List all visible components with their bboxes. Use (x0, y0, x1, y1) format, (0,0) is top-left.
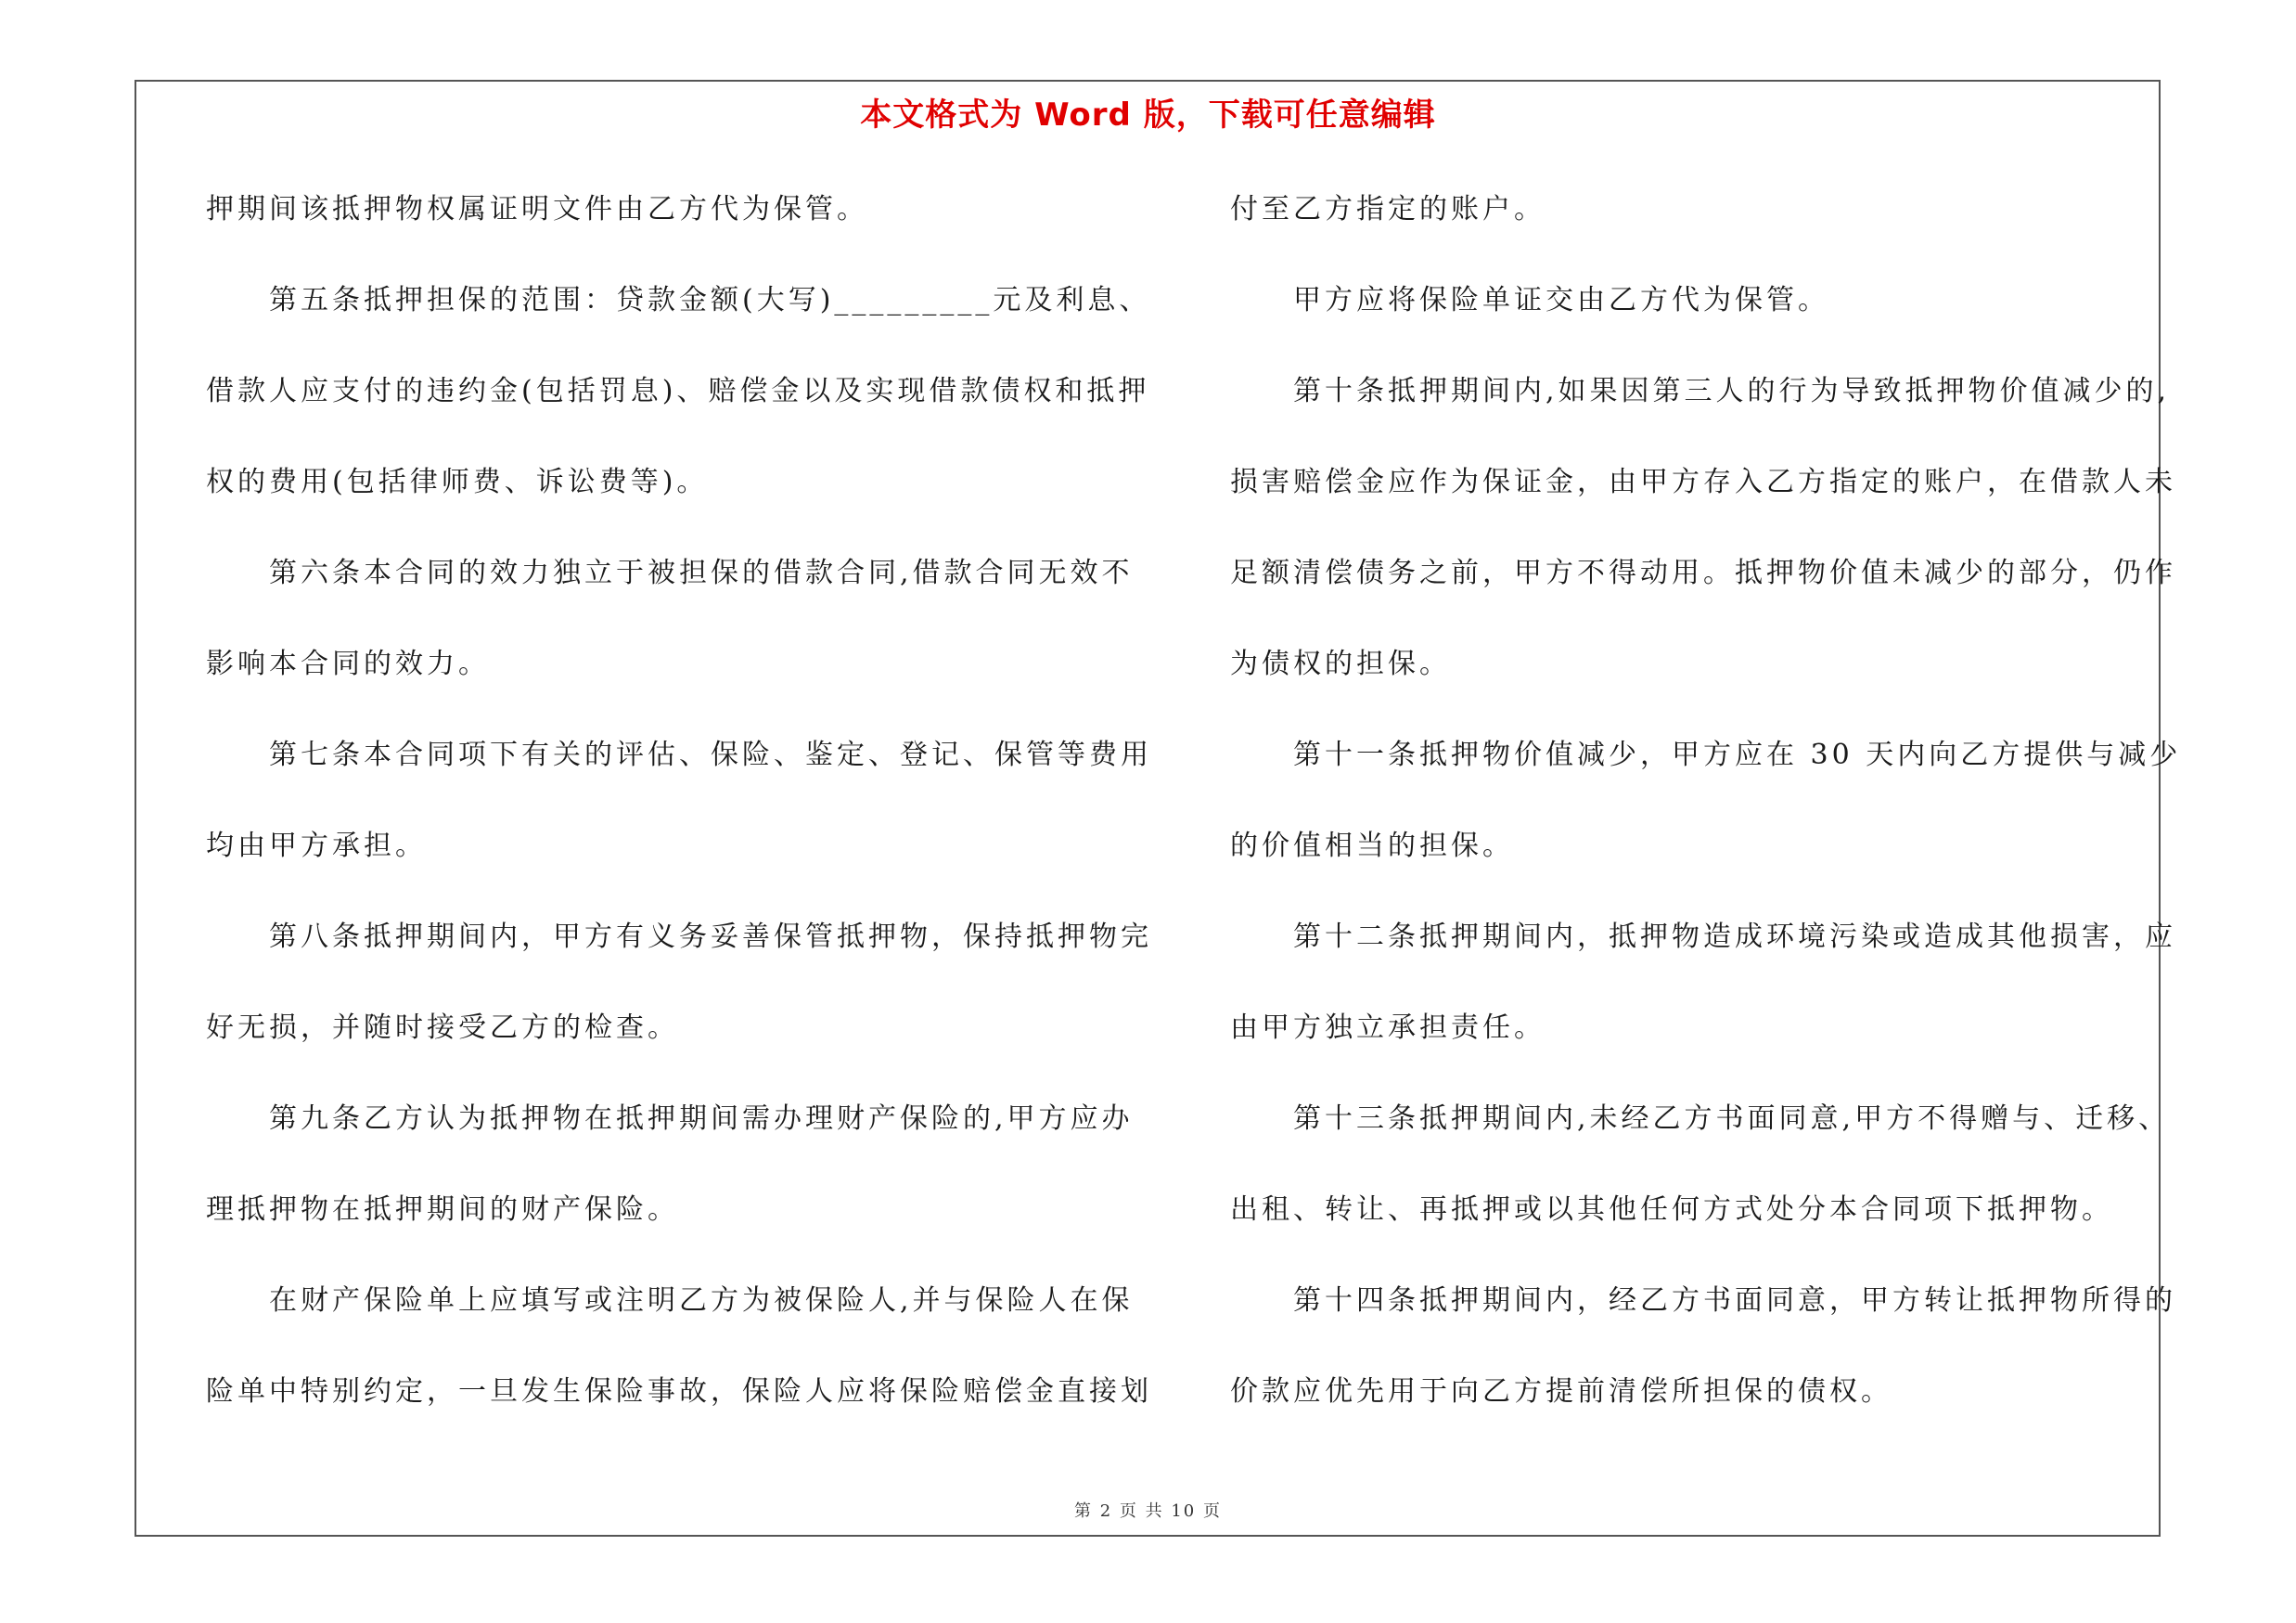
text-line: 在财产保险单上应填写或注明乙方为被保险人,并与保险人在保 (269, 1284, 1134, 1317)
text-line: 借款人应支付的违约金(包括罚息)、赔偿金以及实现借款债权和抵押 (206, 375, 1150, 407)
text-line: 均由甲方承担。 (206, 830, 427, 862)
text-line: 第五条抵押担保的范围：贷款金额(大写)_________元及利息、 (269, 284, 1151, 316)
text-line: 第七条本合同项下有关的评估、保险、鉴定、登记、保管等费用 (269, 739, 1152, 771)
text-line: 足额清偿债务之前，甲方不得动用。抵押物价值未减少的部分，仍作 (1230, 557, 2176, 589)
text-line: 第六条本合同的效力独立于被担保的借款合同,借款合同无效不 (269, 557, 1134, 589)
left-column (206, 182, 1152, 1455)
text-line: 付至乙方指定的账户。 (1230, 193, 1546, 225)
text-line: 第十三条抵押期间内,未经乙方书面同意,甲方不得赠与、迁移、 (1293, 1102, 2171, 1135)
text-line: 权的费用(包括律师费、诉讼费等)。 (206, 466, 709, 498)
page-number: 第 2 页 共 10 页 (1074, 1501, 1222, 1521)
text-line: 由甲方独立承担责任。 (1230, 1011, 1546, 1044)
text-line: 第十二条抵押期间内，抵押物造成环境污染或造成其他损害，应 (1293, 921, 2176, 953)
text-line: 第八条抵押期间内，甲方有义务妥善保管抵押物，保持抵押物完 (269, 921, 1152, 953)
text-line: 出租、转让、再抵押或以其他任何方式处分本合同项下抵押物。 (1230, 1193, 2113, 1226)
text-line: 好无损，并随时接受乙方的检查。 (206, 1011, 679, 1044)
text-line: 第九条乙方认为抵押物在抵押期间需办理财产保险的,甲方应办 (269, 1102, 1134, 1135)
text-line: 影响本合同的效力。 (206, 648, 490, 680)
header-banner: 本文格式为 Word 版，下载可任意编辑 (860, 97, 1436, 134)
right-column (1230, 182, 2186, 1455)
text-line: 第十四条抵押期间内，经乙方书面同意，甲方转让抵押物所得的 (1293, 1284, 2176, 1317)
text-line: 的价值相当的担保。 (1230, 830, 1514, 862)
text-line: 为债权的担保。 (1230, 648, 1451, 680)
text-line: 损害赔偿金应作为保证金，由甲方存入乙方指定的账户，在借款人未 (1230, 466, 2176, 498)
text-line: 险单中特别约定，一旦发生保险事故，保险人应将保险赔偿金直接划 (206, 1375, 1152, 1408)
text-line: 理抵押物在抵押期间的财产保险。 (206, 1193, 679, 1226)
text-line: 价款应优先用于向乙方提前清偿所担保的债权。 (1230, 1375, 1892, 1408)
text-line: 甲方应将保险单证交由乙方代为保管。 (1293, 284, 1829, 316)
text-line: 第十条抵押期间内,如果因第三人的行为导致抵押物价值减少的, (1293, 375, 2171, 407)
text-line: 第十一条抵押物价值减少，甲方应在 30 天内向乙方提供与减少 (1293, 739, 2182, 771)
text-line: 押期间该抵押物权属证明文件由乙方代为保管。 (206, 193, 868, 225)
